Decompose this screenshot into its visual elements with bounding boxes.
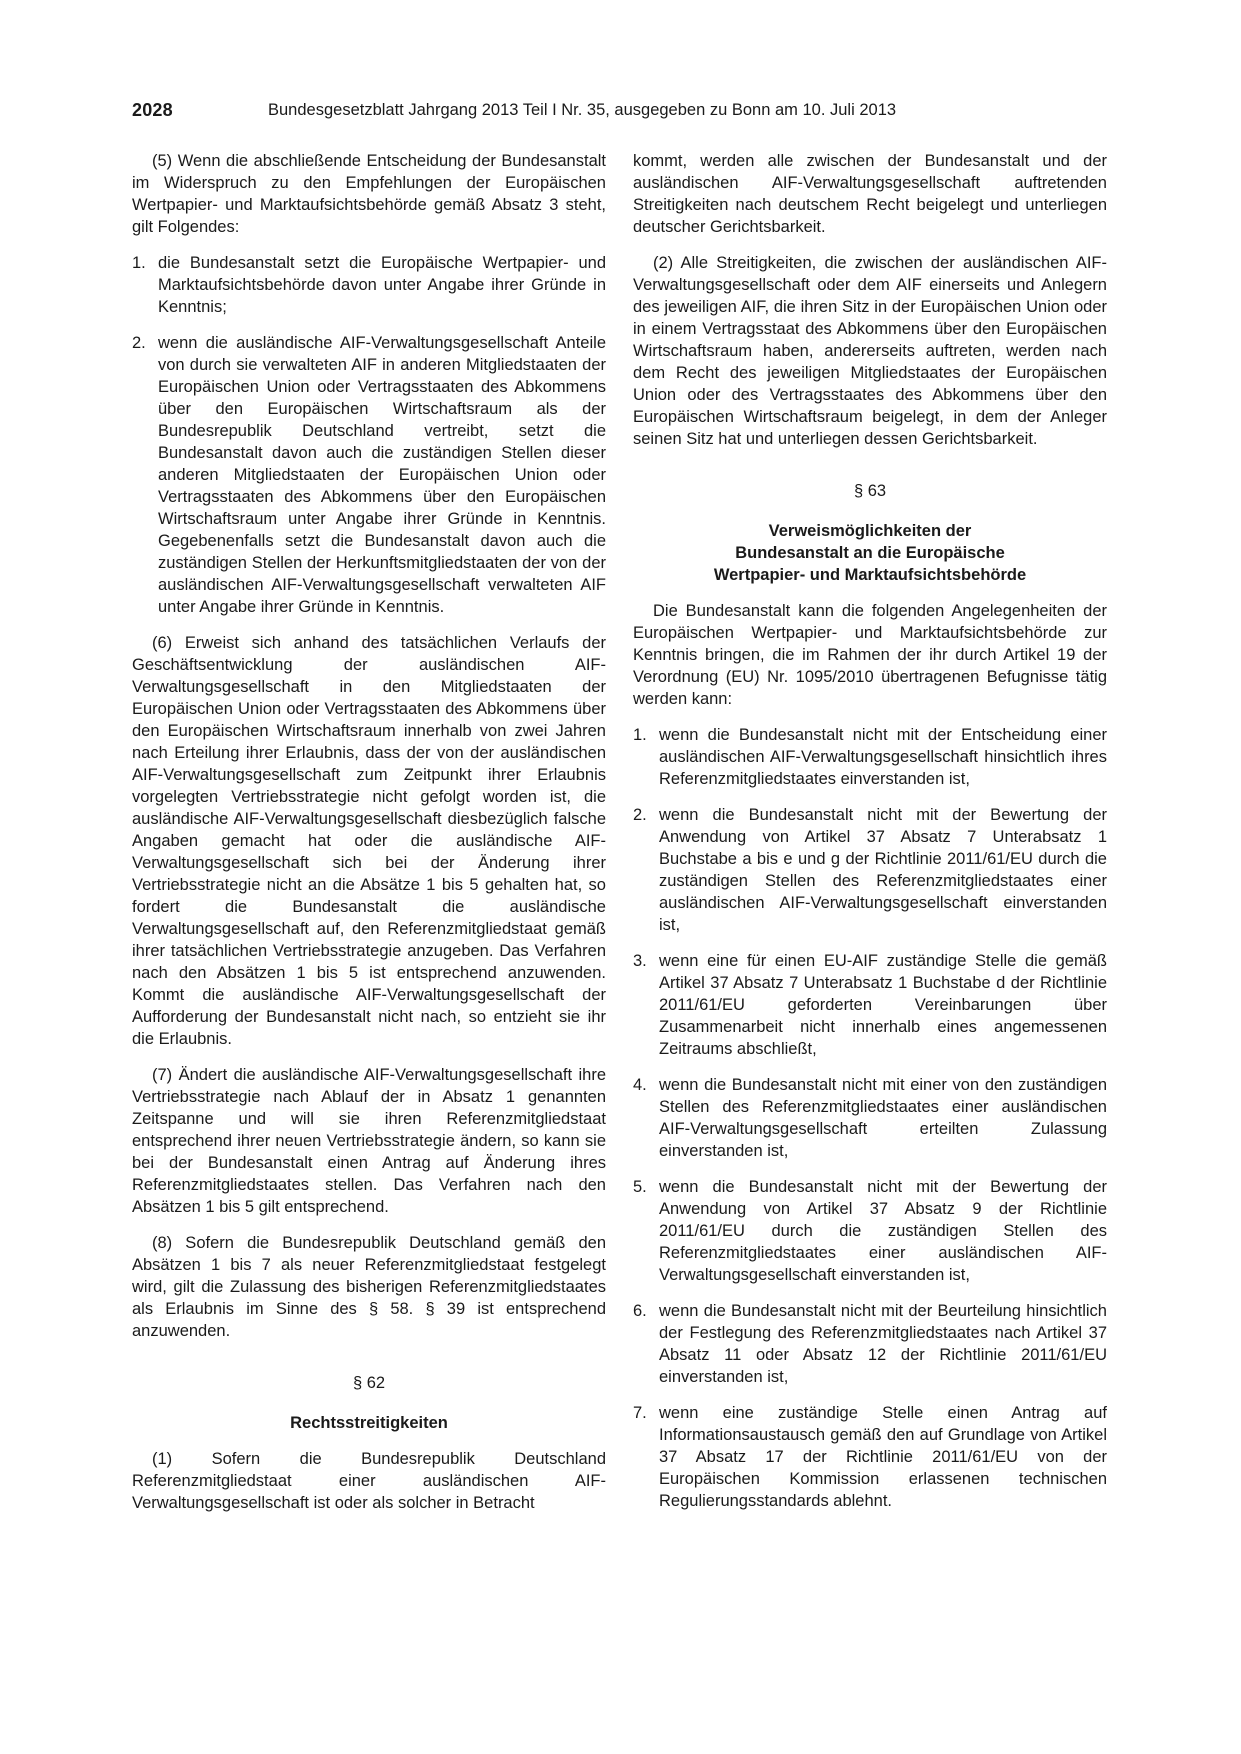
paragraph-5-intro: (5) Wenn die abschließende Entscheidung der Bundesanstalt im Widerspruch zu den Empfehlungen der Europäischen Wertpapier- und Marktaufsichtsbehörde gemäß Absatz 3 steht, gilt Folgendes: [132,152,606,236]
section-63-title-line: Bundesanstalt an die Europäische [735,544,1005,562]
section-62-title: Rechtsstreitigkeiten [290,1414,448,1432]
list-item [633,1402,1107,1512]
page-header [132,100,1112,130]
list-item-number: 3. [633,952,647,970]
list-item [132,332,606,618]
section-62-paragraph-2: (2) Alle Streitigkeiten, die zwischen der ausländischen AIF-Verwaltungsgesellschaft oder dem AIF einerseits und Anlegern des jeweiligen AIF, die ihren Sitz in der Europäischen Union oder in einem Vertragsstaat des Abkommens über den Europäischen Wirtschaftsraum haben, andererseits auftreten, werden nach dem Recht des jeweiligen Mitgliedstaates der Europäischen Union oder des Vertragsstaates des Abkommens über den Europäischen Wirtschaftsraum beigelegt, in dem der Anleger seinen Sitz hat und unterliegen dessen Gerichtsbarkeit. [633,254,1107,448]
page-number: 2028 [132,100,173,120]
list-item [633,1300,1107,1388]
section-63-list [633,724,1107,1512]
list-item-number: 4. [633,1076,647,1094]
section-62-number: § 62 [352,1374,386,1392]
list-item-text: wenn die Bundesanstalt nicht mit einer von den zuständigen Stellen des Referenzmitgliedstaates einer ausländischen AIF-Verwaltungsgesellschaft erteilten Zulassung einverstanden ist, [659,1076,1107,1160]
section-63-number: § 63 [853,482,887,500]
section-63-title [633,520,1107,586]
paragraph-5-list [132,252,606,618]
list-item [633,950,1107,1060]
list-item-text: wenn die Bundesanstalt nicht mit der Beurteilung hinsichtlich der Festlegung des Referenzmitgliedstaates nach Artikel 37 Absatz 11 oder Absatz 12 der Richtlinie 2011/61/EU einverstanden ist, [659,1302,1107,1386]
section-63-intro: Die Bundesanstalt kann die folgenden Angelegenheiten der Europäischen Wertpapier- und Marktaufsichtsbehörde zur Kenntnis bringen, die im Rahmen der ihr durch Artikel 19 der Verordnung (EU) Nr. 1095/2010 übertragenen Befugnisse tätig werden kann: [633,602,1107,708]
list-item-number: 6. [633,1302,647,1320]
list-item [633,1176,1107,1286]
list-item-number: 1. [633,726,647,744]
paragraph-6: (6) Erweist sich anhand des tatsächlichen Verlaufs der Geschäftsentwicklung der ausländischen AIF-Verwaltungsgesellschaft in den Mitgliedstaaten der Europäischen Union oder Vertragsstaaten des Abkommens über den Europäischen Wirtschaftsraum innerhalb von zwei Jahren nach Erteilung ihrer Erlaubnis, dass der von der ausländischen AIF-Verwaltungsgesellschaft zum Zeitpunkt ihrer Erlaubnis vorgelegten Vertriebsstrategie nicht gefolgt worden ist, die ausländische AIF-Verwaltungsgesellschaft diesbezüglich falsche Angaben gemacht hat oder die ausländische AIF-Verwaltungsgesellschaft sich bei der Änderung ihrer Vertriebsstrategie nicht an die Absätze 1 bis 5 gehalten hat, so fordert die Bundesanstalt die ausländische Verwaltungsgesellschaft auf, den Referenzmitgliedstaat gemäß ihrer tatsächlichen Vertriebsstrategie anzugeben. Das Verfahren nach den Absätzen 1 bis 5 ist entsprechend anzuwenden. Kommt die ausländische AIF-Verwaltungsgesellschaft der Aufforderung der Bundesanstalt nicht nach, so entzieht sie ihr die Erlaubnis. [132,634,606,1048]
list-item-number: 5. [633,1178,647,1196]
right-column [633,150,1107,1526]
section-63-title-line: Verweismöglichkeiten der [768,522,972,540]
list-item [132,252,606,318]
list-item-text: die Bundesanstalt setzt die Europäische Wertpapier- und Marktaufsichtsbehörde davon unter Angabe ihrer Gründe in Kenntnis; [158,254,606,316]
running-title: Bundesgesetzblatt Jahrgang 2013 Teil I Nr. 35, ausgegeben zu Bonn am 10. Juli 2013 [268,101,897,119]
list-item-text: wenn eine für einen EU-AIF zuständige Stelle die gemäß Artikel 37 Absatz 7 Unterabsatz 1 Buchstabe d der Richtlinie 2011/61/EU geforderten Vereinbarungen über Zusammenarbeit nicht innerhalb eines angemessenen Zeitraums abschließt, [659,952,1107,1058]
list-item-number: 2. [132,334,146,352]
list-item-text: wenn die Bundesanstalt nicht mit der Bewertung der Anwendung von Artikel 37 Absatz 7 Unterabsatz 1 Buchstabe a bis e und g der Richtlinie 2011/61/EU durch die zuständigen Stellen des Referenzmitgliedstaates einer ausländischen AIF-Verwaltungsgesellschaft einverstanden ist, [659,806,1107,934]
list-item-text: wenn die Bundesanstalt nicht mit der Entscheidung einer ausländischen AIF-Verwaltungsgesellschaft hinsichtlich ihres Referenzmitgliedstaates einverstanden ist, [659,726,1107,788]
list-item-number: 2. [633,806,647,824]
section-62-paragraph-1-start: (1) Sofern die Bundesrepublik Deutschland Referenzmitgliedstaat einer ausländischen AIF-Verwaltungsgesellschaft ist oder als solcher in Betracht [132,1450,606,1512]
list-item-text: wenn die Bundesanstalt nicht mit der Bewertung der Anwendung von Artikel 37 Absatz 9 der Richtlinie 2011/61/EU durch die zuständigen Stellen des Referenzmitgliedstaates einer ausländischen AIF-Verwaltungsgesellschaft einverstanden ist, [659,1178,1107,1284]
left-column [132,150,606,1528]
list-item [633,1074,1107,1162]
paragraph-8: (8) Sofern die Bundesrepublik Deutschland gemäß den Absätzen 1 bis 7 als neuer Referenzmitgliedstaat festgelegt wird, gilt die Zulassung des bisherigen Referenzmitgliedstaates als Erlaubnis im Sinne des § 58. § 39 ist entsprechend anzuwenden. [132,1234,606,1340]
list-item-number: 7. [633,1404,647,1422]
list-item-number: 1. [132,254,146,272]
list-item [633,804,1107,936]
section-62-paragraph-1-end: kommt, werden alle zwischen der Bundesanstalt und der ausländischen AIF-Verwaltungsgesellschaft auftretenden Streitigkeiten nach deutschem Recht beigelegt und unterliegen deutscher Gerichtsbarkeit. [633,152,1107,236]
section-63-title-line: Wertpapier- und Marktaufsichtsbehörde [713,566,1027,584]
list-item [633,724,1107,790]
paragraph-7: (7) Ändert die ausländische AIF-Verwaltungsgesellschaft ihre Vertriebsstrategie nach Ablauf der in Absatz 1 genannten Zeitspanne und will sie ihren Referenzmitgliedstaat entsprechend ihrer neuen Vertriebsstrategie ändern, so kann sie bei der Bundesanstalt einen Antrag auf Änderung ihres Referenzmitgliedstaates stellen. Das Verfahren nach den Absätzen 1 bis 5 gilt entsprechend. [132,1066,606,1216]
list-item-text: wenn die ausländische AIF-Verwaltungsgesellschaft Anteile von durch sie verwalteten AIF in anderen Mitgliedstaaten der Europäischen Union oder Vertragsstaaten des Abkommens über den Europäischen Wirtschaftsraum als der Bundesrepublik Deutschland vertreibt, setzt die Bundesanstalt davon auch die zuständigen Stellen dieser anderen Mitgliedstaaten der Europäischen Union oder Vertragsstaaten des Abkommens über den Europäischen Wirtschaftsraum unter Angabe ihrer Gründe in Kenntnis. Gegebenenfalls setzt die Bundesanstalt davon auch die zuständigen Stellen der Herkunftsmitgliedstaaten der von der ausländischen AIF-Verwaltungsgesellschaft verwalteten AIF unter Angabe ihrer Gründe in Kenntnis. [158,334,606,616]
list-item-text: wenn eine zuständige Stelle einen Antrag auf Informationsaustausch gemäß den auf Grundlage von Artikel 37 Absatz 17 der Richtlinie 2011/61/EU von der Europäischen Kommission erlassenen technischen Regulierungsstandards ablehnt. [659,1404,1107,1510]
